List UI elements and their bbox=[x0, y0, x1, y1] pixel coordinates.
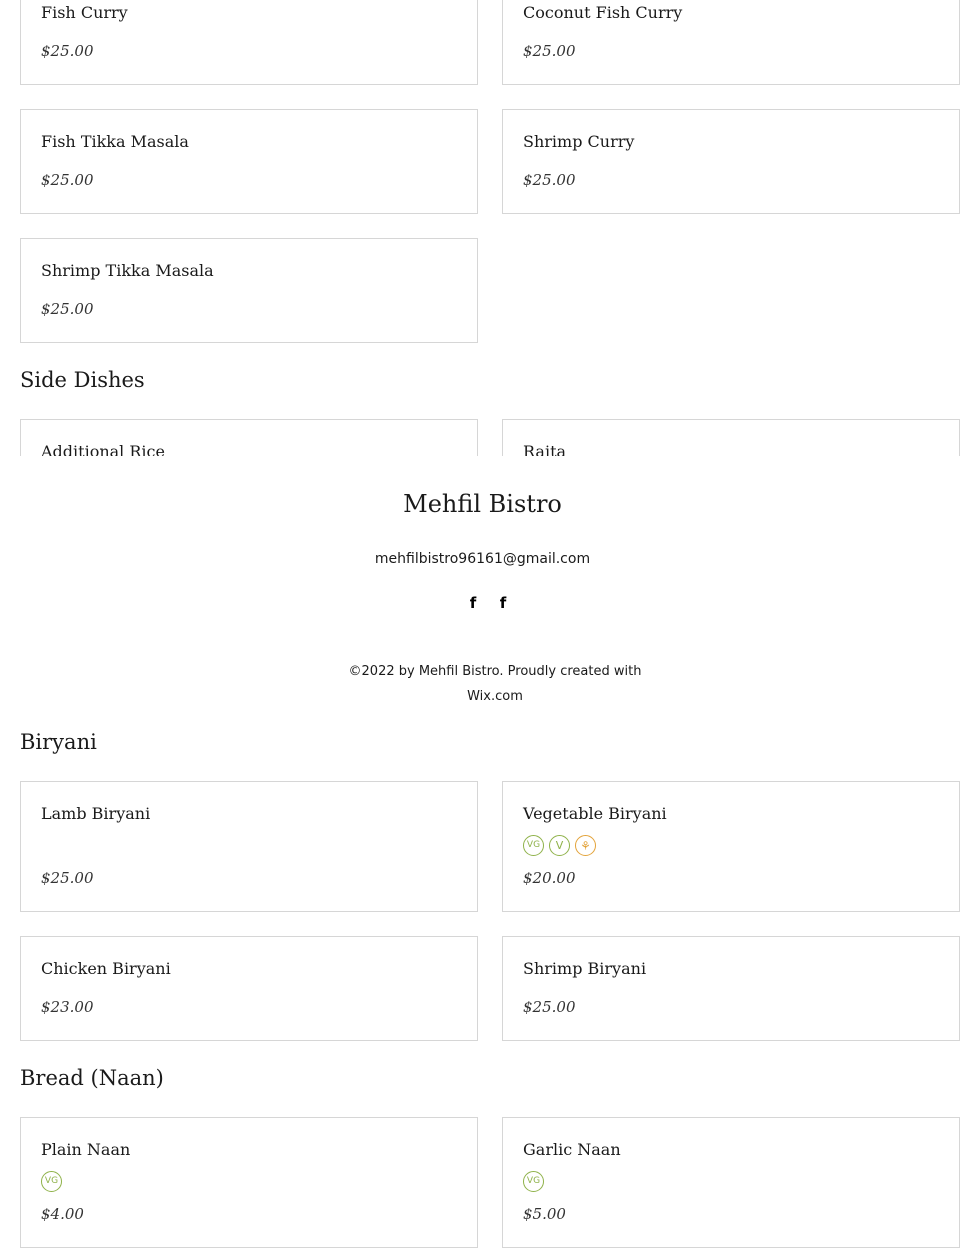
social-links bbox=[465, 594, 511, 612]
menu-item-name: Shrimp Curry bbox=[523, 132, 635, 151]
menu-item-card[interactable] bbox=[502, 109, 960, 214]
menu-item-card[interactable] bbox=[502, 781, 960, 912]
menu-item-card[interactable] bbox=[20, 419, 478, 456]
facebook-icon[interactable]: f bbox=[469, 594, 477, 612]
section-title-bread: Bread (Naan) bbox=[20, 1066, 164, 1090]
menu-item-card[interactable] bbox=[20, 0, 478, 85]
copyright-text: ©2022 by Mehfil Bistro. Proudly created with bbox=[348, 664, 642, 679]
menu-item-card[interactable] bbox=[502, 936, 960, 1041]
menu-item-price: $25.00 bbox=[523, 998, 576, 1016]
menu-item-name: Additional Rice bbox=[41, 442, 165, 456]
wix-link[interactable]: Wix.com bbox=[467, 689, 523, 704]
menu-item-card[interactable] bbox=[20, 936, 478, 1041]
menu-item-price: $25.00 bbox=[41, 171, 94, 189]
menu-item-price: $20.00 bbox=[523, 869, 576, 887]
menu-item-card[interactable] bbox=[502, 419, 960, 456]
copyright bbox=[340, 659, 650, 709]
vegetarian-icon: V bbox=[549, 835, 570, 856]
menu-item-price: $25.00 bbox=[41, 42, 94, 60]
menu-item-name: Shrimp Tikka Masala bbox=[41, 261, 214, 280]
footer-title: Mehfil Bistro bbox=[403, 490, 562, 518]
menu-item-name: Garlic Naan bbox=[523, 1140, 621, 1159]
dietary-badges bbox=[41, 1171, 62, 1192]
vegan-icon: VG bbox=[523, 835, 544, 856]
menu-scroll-region bbox=[0, 0, 965, 456]
footer-email-link[interactable]: mehfilbistro96161@gmail.com bbox=[374, 551, 591, 567]
facebook-icon[interactable]: f bbox=[499, 594, 507, 612]
menu-item-name: Fish Tikka Masala bbox=[41, 132, 189, 151]
menu-item-name: Vegetable Biryani bbox=[523, 804, 667, 823]
dietary-badges bbox=[523, 1171, 544, 1192]
menu-item-name: Chicken Biryani bbox=[41, 959, 171, 978]
menu-item-card[interactable] bbox=[502, 0, 960, 85]
menu-item-card[interactable] bbox=[20, 781, 478, 912]
menu-item-name: Shrimp Biryani bbox=[523, 959, 647, 978]
menu-item-card[interactable] bbox=[502, 1117, 960, 1248]
section-title-side-dishes: Side Dishes bbox=[20, 368, 145, 392]
menu-item-price: $23.00 bbox=[41, 998, 94, 1016]
menu-item-price: $25.00 bbox=[523, 171, 576, 189]
menu-item-name: Fish Curry bbox=[41, 3, 128, 22]
dietary-badges bbox=[523, 835, 596, 856]
menu-item-card[interactable] bbox=[20, 1117, 478, 1248]
menu-item-name: Raita bbox=[523, 442, 567, 456]
menu-item-price: $4.00 bbox=[41, 1205, 84, 1223]
vegan-icon: VG bbox=[523, 1171, 544, 1192]
menu-item-name: Coconut Fish Curry bbox=[523, 3, 683, 22]
menu-item-price: $5.00 bbox=[523, 1205, 566, 1223]
vegan-icon: VG bbox=[41, 1171, 62, 1192]
menu-item-price: $25.00 bbox=[41, 869, 94, 887]
menu-item-price: $25.00 bbox=[41, 300, 94, 318]
section-title-biryani: Biryani bbox=[20, 730, 97, 754]
gluten-free-icon: ⚘ bbox=[575, 835, 596, 856]
menu-item-name: Plain Naan bbox=[41, 1140, 131, 1159]
menu-item-card[interactable] bbox=[20, 109, 478, 214]
menu-item-price: $25.00 bbox=[523, 42, 576, 60]
menu-item-card[interactable] bbox=[20, 238, 478, 343]
menu-item-name: Lamb Biryani bbox=[41, 804, 151, 823]
